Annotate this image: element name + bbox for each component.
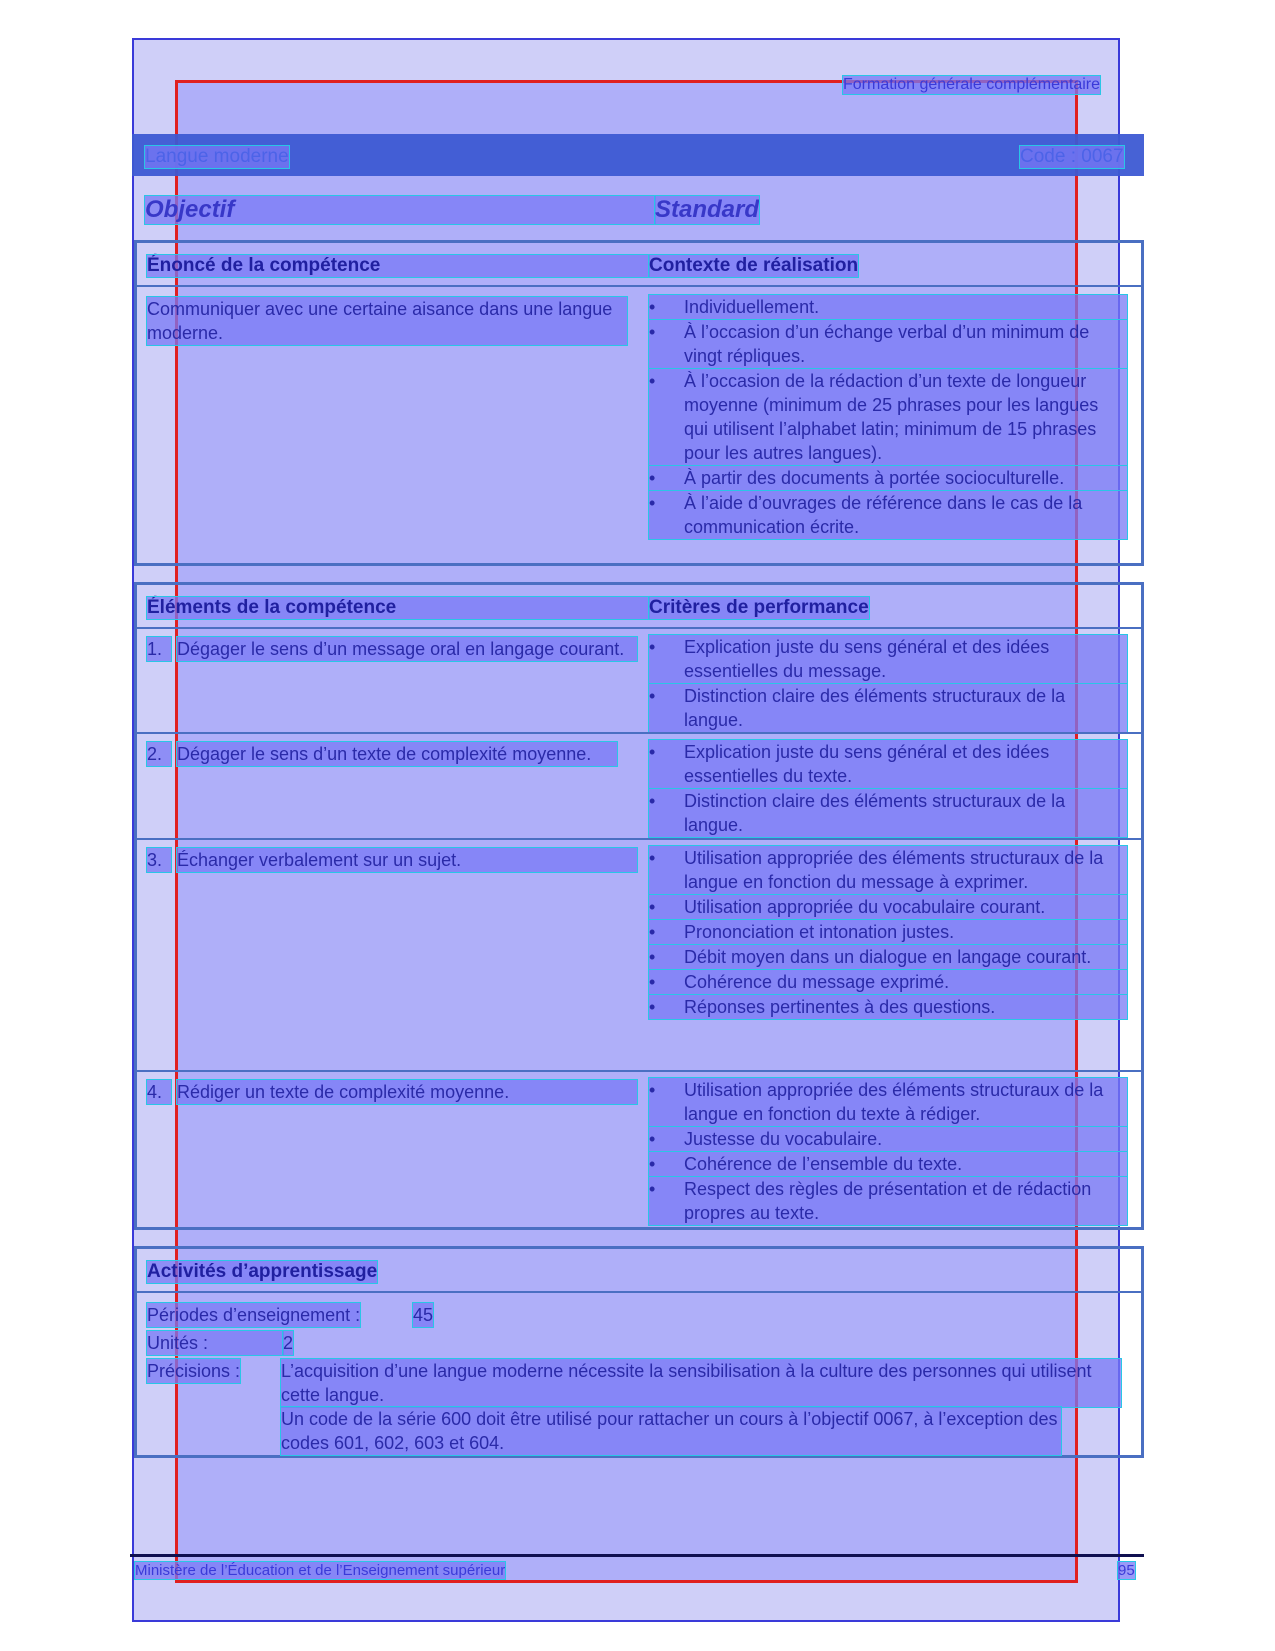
criteria-list xyxy=(649,846,1127,1020)
divider xyxy=(137,1291,1141,1293)
activities-title: Activités d’apprentissage xyxy=(147,1261,378,1282)
element-text: Rédiger un texte de complexité moyenne. xyxy=(177,1080,637,1104)
criterion-item: • Distinction claire des éléments structuraux de la langue. xyxy=(649,789,1127,837)
criteria-list xyxy=(649,1078,1127,1226)
program-header: Formation générale complémentaire xyxy=(843,76,1101,93)
elements-title: Éléments de la compétence xyxy=(147,597,649,619)
criterion-item: • Cohérence du message exprimé. xyxy=(649,970,1127,994)
element-number: 2. xyxy=(147,742,171,766)
standard-heading: Standard xyxy=(655,196,760,223)
criterion-item: • Utilisation appropriée des éléments structuraux de la langue en fonction du texte à rédiger. xyxy=(649,1078,1127,1126)
criterion-item: • Justesse du vocabulaire. xyxy=(649,1127,1127,1151)
criteria-title: Critères de performance xyxy=(649,597,869,618)
criterion-item: • Débit moyen dans un dialogue en langage courant. xyxy=(649,945,1127,969)
divider xyxy=(137,1070,1141,1072)
banner-title: Langue moderne xyxy=(145,146,289,167)
element-text: Dégager le sens d’un message oral en langage courant. xyxy=(177,637,637,661)
context-item: • À l’occasion d’un échange verbal d’un minimum de vingt répliques. xyxy=(649,320,1127,368)
criterion-item: • Distinction claire des éléments structuraux de la langue. xyxy=(649,684,1127,732)
statement-title: Énoncé de la compétence xyxy=(147,255,649,277)
criterion-item: • Cohérence de l’ensemble du texte. xyxy=(649,1152,1127,1176)
periods-label: Périodes d’enseignement : xyxy=(147,1305,361,1325)
divider xyxy=(137,838,1141,840)
criterion-item: • Utilisation appropriée des éléments structuraux de la langue en fonction du message à exprimer. xyxy=(649,846,1127,894)
element-number: 4. xyxy=(147,1080,171,1104)
page-number: 95 xyxy=(1118,1562,1135,1579)
competence-statement: Communiquer avec une certaine aisance dans une langue moderne. xyxy=(147,297,627,345)
footer-rule xyxy=(130,1554,1144,1557)
banner-code: Code : 0067 xyxy=(1020,146,1124,167)
criteria-list xyxy=(649,635,1127,733)
divider xyxy=(137,627,1141,629)
context-title: Contexte de réalisation xyxy=(649,255,859,276)
footer-ministry: Ministère de l’Éducation et de l’Enseignement supérieur xyxy=(135,1562,506,1579)
divider xyxy=(137,732,1141,734)
units-value: 2 xyxy=(283,1333,294,1353)
criterion-item: • Explication juste du sens général et des idées essentielles du message. xyxy=(649,635,1127,683)
criterion-item: • Explication juste du sens général et des idées essentielles du texte. xyxy=(649,740,1127,788)
criterion-item: • Prononciation et intonation justes. xyxy=(649,920,1127,944)
activities-section xyxy=(134,1246,1144,1458)
element-text: Échanger verbalement sur un sujet. xyxy=(177,848,637,872)
criterion-item: • Respect des règles de présentation et de rédaction propres au texte. xyxy=(649,1177,1127,1225)
element-text: Dégager le sens d’un texte de complexité moyenne. xyxy=(177,742,617,766)
context-item: • Individuellement. xyxy=(649,295,1127,319)
criterion-item: • Réponses pertinentes à des questions. xyxy=(649,995,1127,1019)
competence-section xyxy=(134,240,1144,566)
precision-text: Un code de la série 600 doit être utilisé pour rattacher un cours à l’objectif 0067, à l’exception des codes 601, 602, 603 et 604. xyxy=(281,1407,1061,1455)
precision-text: L’acquisition d’une langue moderne nécessite la sensibilisation à la culture des personnes qui utilisent cette langue. xyxy=(281,1359,1121,1407)
units-label: Unités : xyxy=(147,1331,283,1355)
divider xyxy=(137,285,1141,287)
context-item: • À partir des documents à portée socioculturelle. xyxy=(649,466,1127,490)
element-number: 3. xyxy=(147,848,171,872)
objective-heading: Objectif xyxy=(145,196,655,224)
context-item: • À l’occasion de la rédaction d’un texte de longueur moyenne (minimum de 25 phrases pour les langues qui utilisent l’alphabet latin; minimum de 15 phrases pour les autres langues). xyxy=(649,369,1127,465)
context-list xyxy=(649,295,1127,540)
criteria-list xyxy=(649,740,1127,838)
periods-value: 45 xyxy=(413,1305,434,1325)
element-number: 1. xyxy=(147,637,171,661)
elements-section xyxy=(134,582,1144,1230)
precisions-label: Précisions : xyxy=(147,1361,241,1381)
context-item: • À l’aide d’ouvrages de référence dans le cas de la communication écrite. xyxy=(649,491,1127,539)
criterion-item: • Utilisation appropriée du vocabulaire courant. xyxy=(649,895,1127,919)
